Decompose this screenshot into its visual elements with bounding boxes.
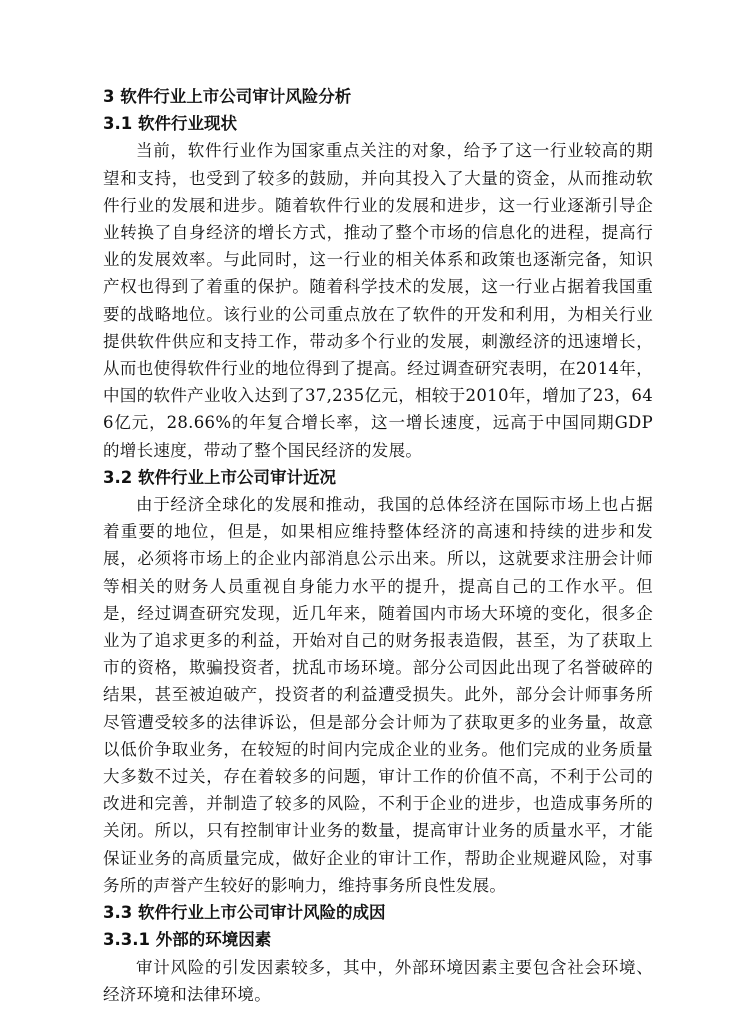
section-heading-3-3: 3.3 软件行业上市公司审计风险的成因 [103,903,386,923]
chapter-heading: 3 软件行业上市公司审计风险分析 [103,87,352,106]
subsection-paragraph-3-3-1: 审计风险的引发因素较多，其中，外部环境因素主要包含社会环境、经济环境和法律环境。 [103,957,653,1004]
section-paragraph-3-2: 由于经济全球化的发展和推动，我国的总体经济在国际市场上也占据着重要的地位，但是，如果相应维持整体经济的高速和持续的进步和发展，必须将市场上的企业内部消息公示出来。所以，这就要求注册会计师等相关的财务人员重视自身能力水平的提升，提高自己的工作水平。但是，经过调查研究发现，近几年来，随着国内市场大环境的变化，很多企业为了追求更多的利益，开始对自己的财务报表造假，甚至，为了获取上市的资格，欺骗投资者，扰乱市场环境。部分公司因此出现了名誉破碎的结果，甚至被迫破产，投资者的利益遭受损失。此外，部分会计师事务所尽管遭受较多的法律诉讼，但是部分会计师为了获取更多的业务量，故意以低价争取业务，在较短的时间内完成企业的业务。他们完成的业务质量大多数不过关，存在着较多的问题，审计工作的价值不高，不利于公司的改进和完善，并制造了较多的风险，不利于企业的进步，也造成事务所的关闭。所以，只有控制审计业务的数量，提高审计业务的质量水平，才能保证业务的高质量完成，做好企业的审计工作，帮助企业规避风险，对事务所的声誉产生较好的影响力，维持事务所良性发展。 [103,495,653,895]
section-paragraph-3-1: 当前，软件行业作为国家重点关注的对象，给予了这一行业较高的期望和支持，也受到了较多的鼓励，并向其投入了大量的资金，从而推动软件行业的发展和进步。随着软件行业的发展和进步，这一行业逐渐引导企业转换了自身经济的增长方式，推动了整个市场的信息化的进程，提高行业的发展效率。与此同时，这一行业的相关体系和政策也逐渐完备，知识产权也得到了着重的保护。随着科学技术的发展，这一行业占据着我国重要的战略地位。该行业的公司重点放在了软件的开发和利用，为相关行业提供软件供应和支持工作，带动多个行业的发展，刺激经济的迅速增长，从而也使得软件行业的地位得到了提高。经过调查研究表明，在2014年，中国的软件产业收入达到了37,235亿元，相较于2010年，增加了23，646亿元，28.66%的年复合增长率，这一增长速度，远高于中国同期GDP的增长速度，带动了整个国民经济的发展。 [103,141,653,460]
section-heading-3-2: 3.2 软件行业上市公司审计近况 [103,467,336,487]
subsection-heading-3-3-1: 3.3.1 外部的环境因素 [103,930,272,950]
document-page [103,83,653,1008]
section-heading-3-1: 3.1 软件行业现状 [103,114,237,134]
